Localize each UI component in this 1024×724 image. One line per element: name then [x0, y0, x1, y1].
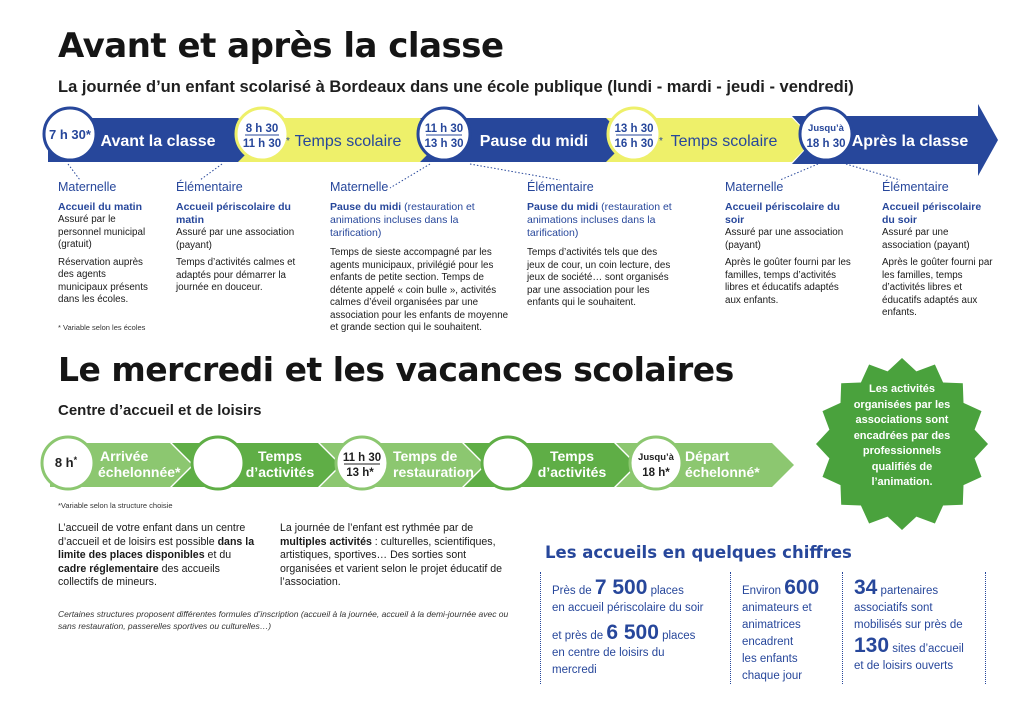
time2-circle-4 — [482, 437, 534, 489]
seg2-label-4a: Temps — [549, 448, 595, 464]
category-label: Maternelle — [58, 180, 117, 194]
time2-5b: 18 h* — [642, 467, 670, 479]
column-elementaire-matin — [176, 180, 296, 295]
time-4a: 13 h 30 — [614, 123, 654, 135]
title-avant-apres: Avant et après la classe — [58, 26, 504, 66]
seg-label-4: Temps scolaire — [670, 133, 778, 150]
seg2-label-4b: d’activités — [537, 464, 607, 480]
time-4-star: * — [659, 136, 663, 147]
section-title: Accueil du matin — [58, 201, 143, 213]
stat-animateurs: Environ 600 animateurs et animatrices encadrent les enfants chaque jour — [742, 576, 820, 682]
section-title: Pause du midi (restauration et animations incluses dans la tarification) — [330, 201, 475, 239]
column-maternelle-midi — [330, 180, 512, 335]
section-text: Assuré par le personnel municipal (gratuit) — [58, 214, 146, 250]
stats-divider — [730, 572, 731, 684]
subtitle-centre-accueil: Centre d’accueil et de loisirs — [58, 402, 262, 419]
section-text: Après le goûter fourni par les familles, temps d’activités libres et éducatifs adaptés aux enfants. — [882, 257, 993, 318]
stats-divider — [540, 572, 541, 684]
category-label: Maternelle — [725, 180, 784, 194]
section-text: Réservation auprès des agents municipaux présents dans les écoles. — [58, 256, 148, 305]
category-label: Élémentaire — [176, 180, 243, 194]
seg2-label-2a: Temps — [257, 448, 303, 464]
time-5b: 18 h 30 — [806, 138, 846, 150]
stats-divider — [985, 572, 986, 684]
category-label: Élémentaire — [882, 180, 949, 194]
note-variable-ecoles: * Variable selon les écoles — [58, 323, 146, 332]
section-text: Après le goûter fourni par les familles, temps d’activités libres et éducatifs adaptés aux enfants. — [725, 257, 851, 306]
subtitle-journee: La journée d’un enfant scolarisé à Bordeaux dans une école publique (lundi - mardi - jeudi - vendredi) — [58, 78, 854, 96]
note-variable-structure: *Variable selon la structure choisie — [58, 501, 173, 510]
title-mercredi-vacances: Le mercredi et les vacances scolaires — [58, 350, 734, 389]
seg-label-2: Temps scolaire — [294, 133, 402, 150]
stat-partenaires: 34 partenaires associatifs sont mobilisés sur près de 130 sites d’accueil et de loisirs ouverts — [854, 576, 964, 672]
category-label: Maternelle — [330, 180, 389, 194]
note-formules-inscription: Certaines structures proposent différentes formules d’inscription (accueil à la journée, accueil à la demi-journée avec ou sans restauration, passerelles sportives ou culturelles…) — [58, 609, 509, 631]
category-label: Élémentaire — [527, 180, 594, 194]
section-text: Temps d’activités tels que des jeux de cour, un coin lecture, des jeux de société… sont organisés par une association pour les enfants qui le souhaitent. — [527, 247, 671, 308]
seg-label-1: Avant la classe — [100, 133, 216, 150]
time-1: 7 h 30* — [49, 127, 91, 142]
section-text: Temps d’activités calmes et adaptés pour démarrer la journée en douceur. — [176, 257, 296, 293]
seg2-label-3a: Temps de — [393, 448, 458, 464]
seg-label-5: Après la classe — [851, 133, 969, 150]
section-title: Accueil périscolaire du soir — [882, 201, 982, 226]
section-text: Assuré par une association (payant) — [882, 227, 970, 251]
time2-1: 8 h* — [54, 455, 78, 470]
time2-3b: 13 h* — [346, 467, 374, 479]
seg2-label-1a: Arrivée — [100, 448, 149, 464]
time-2b: 11 h 30 — [242, 138, 282, 150]
stats-divider — [842, 572, 843, 684]
seg2-label-3b: restauration — [393, 464, 474, 480]
section-text: Assuré par une association (payant) — [176, 227, 295, 251]
burst-text: Les activités organisées par les associations sont encadrées par des professionnels qualifiés de l’animation. — [853, 383, 951, 488]
time-2a: 8 h 30 — [245, 123, 279, 135]
seg2-label-1b: échelonnée* — [98, 464, 181, 480]
column-maternelle-soir — [725, 180, 855, 307]
time2-circle-2 — [192, 437, 244, 489]
time-5a: Jusqu’à — [808, 123, 844, 134]
time-2-star: * — [286, 136, 290, 147]
timeline-wednesday — [0, 425, 800, 505]
column-elementaire-midi — [527, 180, 677, 310]
paragraph-journee-activites: La journée de l’enfant est rythmée par de multiples activités : culturelles, scientifiques, artistiques, sportives… Des sorties sont organisées et varient selon le projet éducatif de l’association. — [280, 522, 503, 588]
section-title: Pause du midi (restauration et animations incluses dans la tarification) — [527, 201, 672, 239]
column-elementaire-soir — [882, 180, 994, 320]
stats-title: Les accueils en quelques chiffres — [545, 543, 852, 562]
time-4b: 16 h 30 — [614, 138, 654, 150]
section-text: Temps de sieste accompagné par les agents municipaux, privilégié pour les enfants de petite section. Temps de détente appelé « coin bulle », activités calmes d’éveil organisées par une association pour les enfants de moyenne et grande section qui le souhaitent. — [330, 247, 509, 333]
time2-5a: Jusqu’à — [638, 452, 674, 463]
time-3b: 13 h 30 — [424, 138, 464, 150]
section-title: Accueil périscolaire du soir — [725, 201, 840, 226]
seg2-label-5b: échelonné* — [685, 464, 760, 480]
stat-places: Près de 7 500 places en accueil périscolaire du soir et près de 6 500 places en centre de loisirs du mercredi — [552, 576, 704, 676]
seg-label-3: Pause du midi — [479, 133, 589, 150]
paragraph-accueil-centre: L’accueil de votre enfant dans un centre d’accueil et de loisirs est possible dans la limite des places disponibles et du cadre réglementaire des accueils collectifs de mineurs. — [58, 522, 255, 588]
time2-circle-5 — [630, 437, 682, 489]
section-title: Accueil périscolaire du matin — [176, 201, 291, 226]
section-text: Assuré par une association (payant) — [725, 227, 844, 251]
seg2-label-2b: d’activités — [245, 464, 315, 480]
column-maternelle-matin — [58, 180, 158, 307]
seg2-label-5a: Départ — [685, 448, 730, 464]
time-3a: 11 h 30 — [424, 123, 464, 135]
time2-3a: 11 h 30 — [342, 452, 382, 464]
